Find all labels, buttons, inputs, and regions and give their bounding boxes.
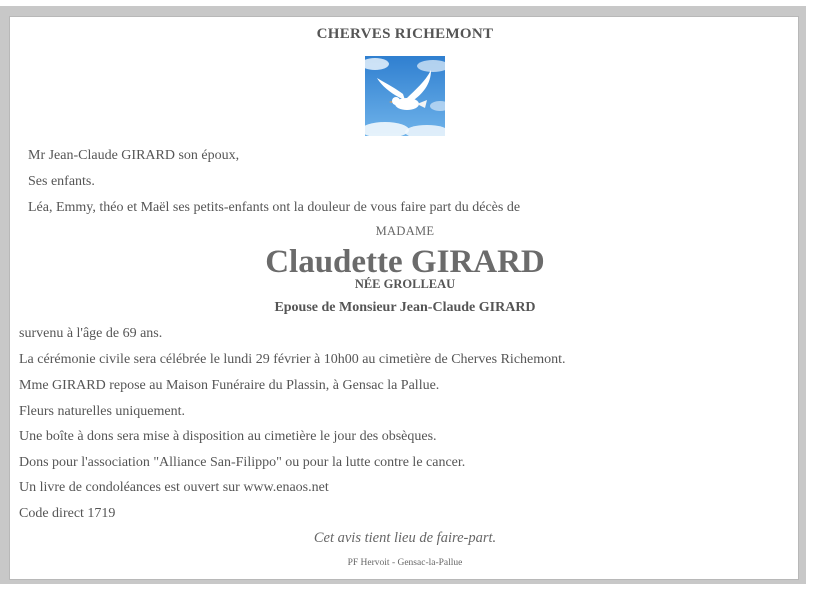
detail-condolences: Un livre de condoléances est ouvert sur www.enaos.net bbox=[19, 480, 329, 495]
obituary-notice bbox=[9, 16, 799, 580]
notice-footer: Cet avis tient lieu de faire-part. bbox=[313, 530, 497, 546]
deceased-title: MADAME bbox=[375, 224, 435, 238]
detail-age: survenu à l'âge de 69 ans. bbox=[19, 326, 163, 341]
deceased-name: Claudette GIRARD bbox=[265, 244, 545, 280]
detail-rest-place: Mme GIRARD repose au Maison Funéraire du Plassin, à Gensac la Pallue. bbox=[19, 378, 440, 393]
detail-flowers: Fleurs naturelles uniquement. bbox=[19, 404, 186, 419]
deceased-maiden-name: NÉE GROLLEAU bbox=[354, 277, 456, 291]
dove-icon bbox=[365, 56, 445, 136]
family-line-spouse: Mr Jean-Claude GIRARD son époux, bbox=[28, 148, 240, 163]
detail-ceremony: La cérémonie civile sera célébrée le lundi 29 février à 10h00 au cimetière de Cherves Richemont. bbox=[19, 352, 566, 367]
family-line-grandchildren: Léa, Emmy, théo et Maël ses petits-enfants ont la douleur de vous faire part du décès de bbox=[28, 200, 521, 215]
family-line-children: Ses enfants. bbox=[28, 174, 95, 189]
deceased-spouse: Epouse de Monsieur Jean-Claude GIRARD bbox=[274, 300, 536, 315]
detail-donations: Dons pour l'association "Alliance San-Filippo" ou pour la lutte contre le cancer. bbox=[19, 455, 466, 470]
detail-code: Code direct 1719 bbox=[19, 506, 116, 521]
town-heading: CHERVES RICHEMONT bbox=[316, 26, 494, 42]
funeral-home-credit: PF Hervoit - Gensac-la-Pallue bbox=[347, 558, 463, 568]
detail-donation-box: Une boîte à dons sera mise à disposition au cimetière le jour des obsèques. bbox=[19, 429, 437, 444]
